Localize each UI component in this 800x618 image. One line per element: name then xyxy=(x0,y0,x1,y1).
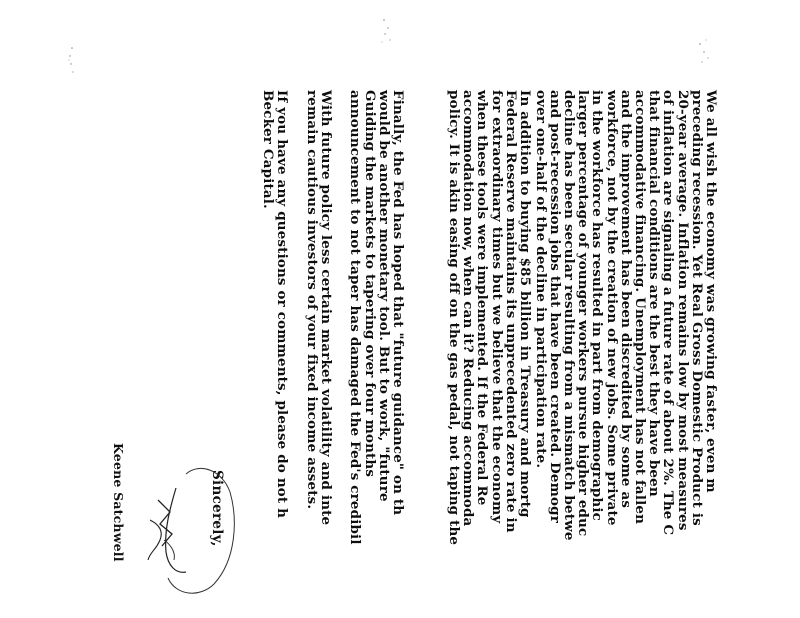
text-line: decline has been secular resulting from a mismatch betwe xyxy=(561,90,578,541)
paragraph-contact xyxy=(261,90,289,618)
paragraph-volatility xyxy=(305,90,333,618)
closing-salutation: Sincerely, xyxy=(209,470,225,547)
text-line: If you have any questions or comments, please do not h xyxy=(274,90,290,519)
text-line: would be another monetary tool. But to work, "future xyxy=(375,90,392,502)
text-line: and post-recession jobs that have been created. Demogr xyxy=(546,90,563,523)
text-line: With future policy less certain market volatility and inte xyxy=(318,90,334,526)
text-line: Federal Reserve maintains its unprecedented zero rate in xyxy=(502,90,519,533)
text-line: Finally, the Fed has hoped that "future guidance" on th xyxy=(390,90,406,516)
paragraph-future-guidance xyxy=(348,90,405,618)
text-line: accommodative financing. Unemployment has not fallen xyxy=(632,90,649,525)
paragraph-economy-outlook xyxy=(534,90,718,618)
text-line: workforce, not by the creation of new jobs. Some private xyxy=(603,90,620,526)
text-line: in the workforce has resulted in part from demographic xyxy=(589,90,606,521)
text-line: accommodation now, when can it? Reducing accommoda xyxy=(460,90,477,527)
text-line: of inflation are signaling a future rate of about 2%. The C xyxy=(660,90,677,536)
text-line: that financial conditions are the best they have been xyxy=(646,90,663,497)
signer-name: Keene Satchwell xyxy=(111,443,126,562)
text-line: In addition to buying $85 billion in Treasury and mortg xyxy=(517,90,533,518)
text-line: We all wish the economy was growing faster, even m xyxy=(703,90,719,493)
text-line: preceding recession. Yet Real Gross Domestic Product is xyxy=(688,90,705,526)
text-line: 20-year average. Inflation remains low by most measures xyxy=(674,90,691,531)
text-line: Becker Capital. xyxy=(259,90,276,209)
text-line: policy. It is akin easing off on the gas pedal, not taping the xyxy=(446,90,463,546)
text-line: over one-half of the decline in participation rate. xyxy=(532,90,549,469)
text-line: when these tools were implemented. If the Federal Re xyxy=(474,90,491,506)
text-line: Guiding the markets to tapering over four months xyxy=(361,90,378,478)
paragraph-fed-policy xyxy=(447,90,532,618)
text-line: larger percentage of younger workers pursue higher educ xyxy=(575,90,592,537)
text-line: and the improvement has been discredited by some as xyxy=(617,90,634,509)
text-line: announcement to not taper has damaged the Fed's credibil xyxy=(347,90,364,545)
text-line: remain cautious investors of your fixed income assets. xyxy=(303,90,320,510)
text-line: for extraordinary times but we believe that the economy xyxy=(488,90,505,524)
